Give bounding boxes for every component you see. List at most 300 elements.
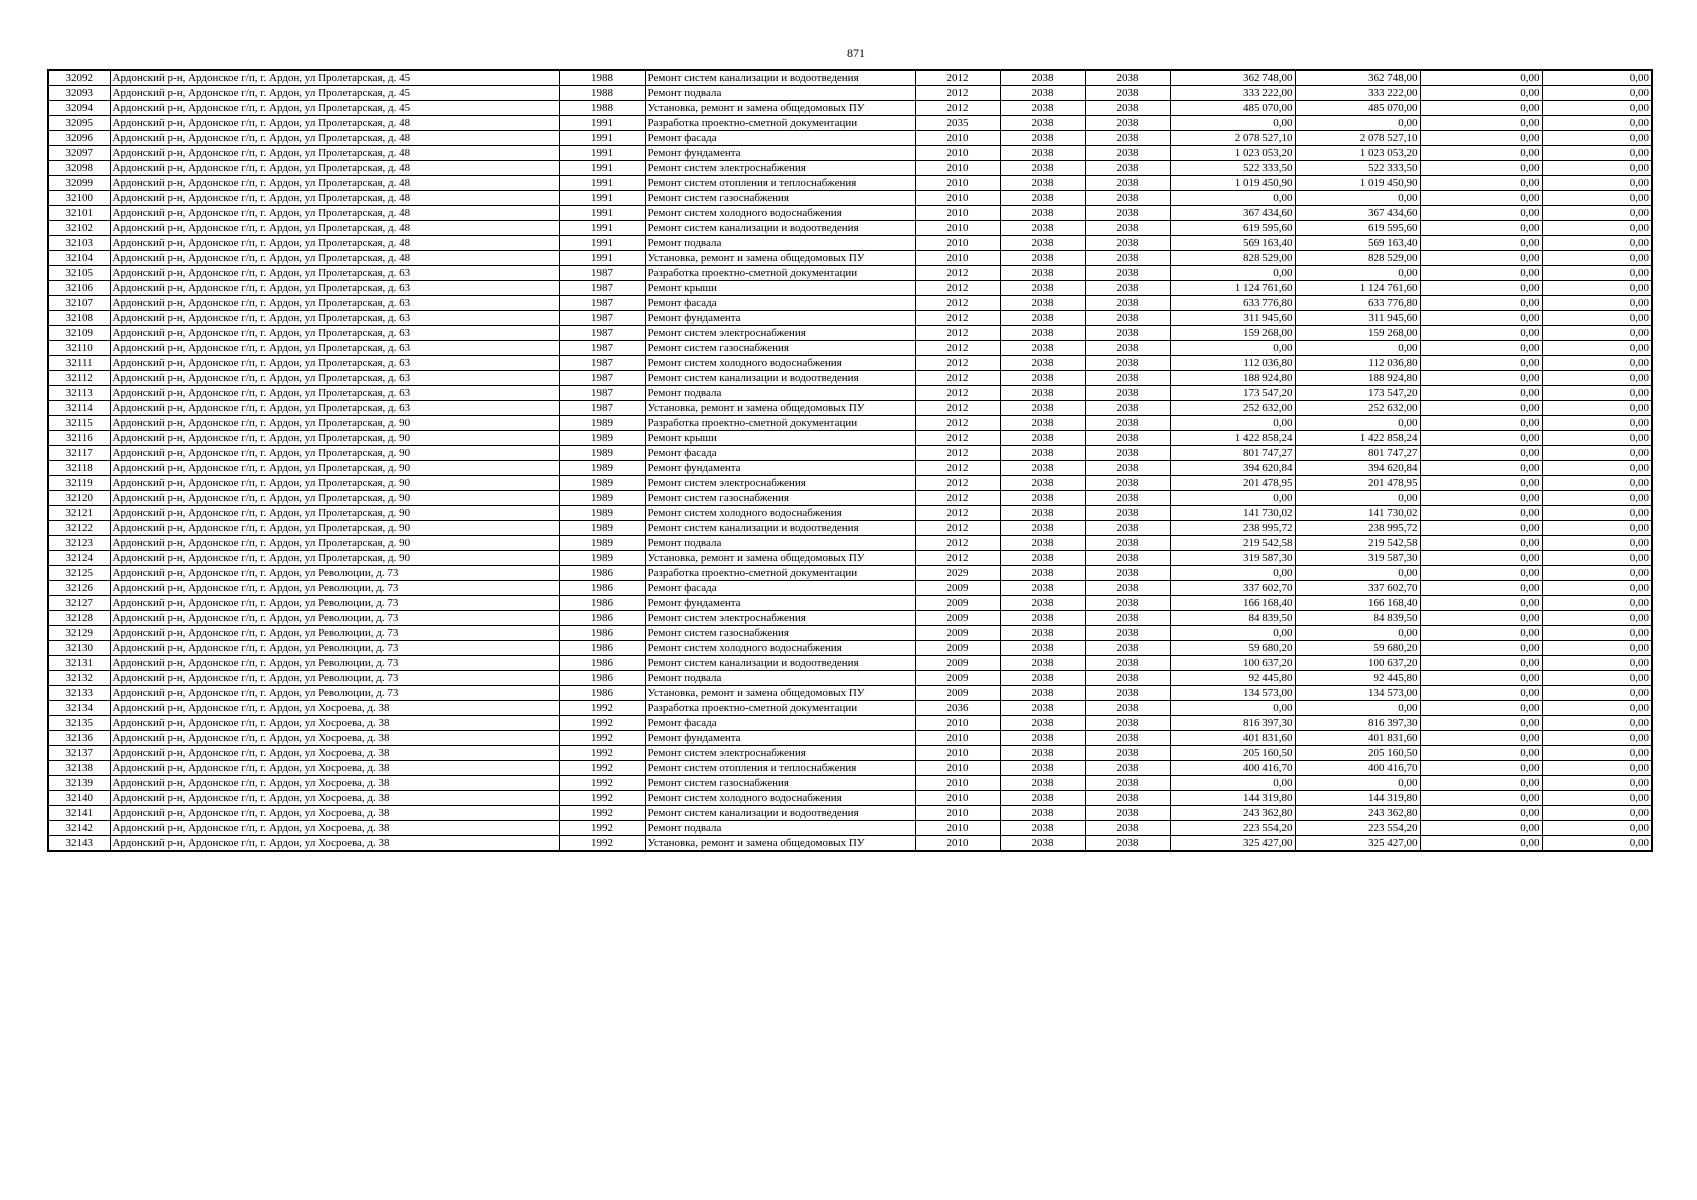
cell-end-year: 2038 bbox=[1085, 746, 1170, 761]
cell-budget-cost: 0,00 bbox=[1420, 671, 1542, 686]
cell-record-number: 32129 bbox=[48, 626, 110, 641]
cell-planned-year: 2029 bbox=[915, 566, 1000, 581]
cell-end-year: 2038 bbox=[1085, 821, 1170, 836]
table-row bbox=[48, 371, 1652, 386]
cell-other-cost: 0,00 bbox=[1542, 236, 1652, 251]
cell-planned-year: 2010 bbox=[915, 791, 1000, 806]
cell-record-number: 32127 bbox=[48, 596, 110, 611]
cell-fund-cost: 0,00 bbox=[1295, 701, 1420, 716]
cell-start-year: 2038 bbox=[1000, 146, 1085, 161]
cell-budget-cost: 0,00 bbox=[1420, 461, 1542, 476]
cell-other-cost: 0,00 bbox=[1542, 626, 1652, 641]
cell-other-cost: 0,00 bbox=[1542, 176, 1652, 191]
cell-other-cost: 0,00 bbox=[1542, 371, 1652, 386]
cell-other-cost: 0,00 bbox=[1542, 506, 1652, 521]
cell-fund-cost: 569 163,40 bbox=[1295, 236, 1420, 251]
cell-start-year: 2038 bbox=[1000, 70, 1085, 86]
cell-end-year: 2038 bbox=[1085, 641, 1170, 656]
cell-fund-cost: 1 019 450,90 bbox=[1295, 176, 1420, 191]
cell-total-cost: 394 620,84 bbox=[1170, 461, 1295, 476]
cell-build-year: 1988 bbox=[559, 86, 645, 101]
table-row bbox=[48, 821, 1652, 836]
cell-work-type: Ремонт систем газоснабжения bbox=[645, 191, 915, 206]
cell-fund-cost: 243 362,80 bbox=[1295, 806, 1420, 821]
cell-start-year: 2038 bbox=[1000, 236, 1085, 251]
cell-fund-cost: 112 036,80 bbox=[1295, 356, 1420, 371]
cell-build-year: 1992 bbox=[559, 761, 645, 776]
table-row bbox=[48, 86, 1652, 101]
cell-planned-year: 2009 bbox=[915, 641, 1000, 656]
cell-end-year: 2038 bbox=[1085, 386, 1170, 401]
cell-budget-cost: 0,00 bbox=[1420, 686, 1542, 701]
cell-record-number: 32117 bbox=[48, 446, 110, 461]
cell-total-cost: 401 831,60 bbox=[1170, 731, 1295, 746]
cell-build-year: 1992 bbox=[559, 746, 645, 761]
cell-planned-year: 2010 bbox=[915, 206, 1000, 221]
cell-work-type: Ремонт систем канализации и водоотведения bbox=[645, 371, 915, 386]
cell-work-type: Ремонт подвала bbox=[645, 236, 915, 251]
cell-other-cost: 0,00 bbox=[1542, 86, 1652, 101]
cell-fund-cost: 0,00 bbox=[1295, 116, 1420, 131]
cell-record-number: 32115 bbox=[48, 416, 110, 431]
cell-planned-year: 2010 bbox=[915, 716, 1000, 731]
cell-build-year: 1987 bbox=[559, 311, 645, 326]
cell-budget-cost: 0,00 bbox=[1420, 731, 1542, 746]
cell-build-year: 1987 bbox=[559, 281, 645, 296]
cell-address: Ардонский р-н, Ардонское г/п, г. Ардон, ул Революции, д. 73 bbox=[110, 626, 559, 641]
cell-planned-year: 2010 bbox=[915, 761, 1000, 776]
cell-fund-cost: 0,00 bbox=[1295, 626, 1420, 641]
cell-address: Ардонский р-н, Ардонское г/п, г. Ардон, ул Пролетарская, д. 63 bbox=[110, 266, 559, 281]
cell-other-cost: 0,00 bbox=[1542, 476, 1652, 491]
cell-build-year: 1986 bbox=[559, 686, 645, 701]
cell-budget-cost: 0,00 bbox=[1420, 761, 1542, 776]
cell-end-year: 2038 bbox=[1085, 716, 1170, 731]
cell-other-cost: 0,00 bbox=[1542, 266, 1652, 281]
cell-fund-cost: 633 776,80 bbox=[1295, 296, 1420, 311]
cell-fund-cost: 166 168,40 bbox=[1295, 596, 1420, 611]
table-row bbox=[48, 566, 1652, 581]
cell-budget-cost: 0,00 bbox=[1420, 401, 1542, 416]
cell-other-cost: 0,00 bbox=[1542, 536, 1652, 551]
cell-end-year: 2038 bbox=[1085, 101, 1170, 116]
cell-planned-year: 2012 bbox=[915, 266, 1000, 281]
cell-address: Ардонский р-н, Ардонское г/п, г. Ардон, ул Пролетарская, д. 48 bbox=[110, 221, 559, 236]
table-row bbox=[48, 776, 1652, 791]
cell-fund-cost: 816 397,30 bbox=[1295, 716, 1420, 731]
cell-work-type: Ремонт систем газоснабжения bbox=[645, 341, 915, 356]
cell-other-cost: 0,00 bbox=[1542, 431, 1652, 446]
cell-address: Ардонский р-н, Ардонское г/п, г. Ардон, ул Пролетарская, д. 48 bbox=[110, 176, 559, 191]
cell-start-year: 2038 bbox=[1000, 206, 1085, 221]
cell-start-year: 2038 bbox=[1000, 836, 1085, 852]
cell-budget-cost: 0,00 bbox=[1420, 806, 1542, 821]
cell-record-number: 32125 bbox=[48, 566, 110, 581]
cell-build-year: 1992 bbox=[559, 806, 645, 821]
cell-build-year: 1991 bbox=[559, 251, 645, 266]
cell-record-number: 32106 bbox=[48, 281, 110, 296]
cell-planned-year: 2012 bbox=[915, 416, 1000, 431]
cell-record-number: 32102 bbox=[48, 221, 110, 236]
cell-work-type: Установка, ремонт и замена общедомовых ПУ bbox=[645, 401, 915, 416]
cell-planned-year: 2012 bbox=[915, 461, 1000, 476]
cell-other-cost: 0,00 bbox=[1542, 491, 1652, 506]
cell-planned-year: 2010 bbox=[915, 746, 1000, 761]
cell-total-cost: 188 924,80 bbox=[1170, 371, 1295, 386]
cell-build-year: 1992 bbox=[559, 731, 645, 746]
cell-work-type: Ремонт систем газоснабжения bbox=[645, 626, 915, 641]
table-row bbox=[48, 836, 1652, 852]
cell-fund-cost: 100 637,20 bbox=[1295, 656, 1420, 671]
cell-total-cost: 0,00 bbox=[1170, 701, 1295, 716]
cell-work-type: Ремонт фасада bbox=[645, 296, 915, 311]
cell-total-cost: 219 542,58 bbox=[1170, 536, 1295, 551]
cell-end-year: 2038 bbox=[1085, 236, 1170, 251]
cell-other-cost: 0,00 bbox=[1542, 686, 1652, 701]
cell-address: Ардонский р-н, Ардонское г/п, г. Ардон, ул Пролетарская, д. 63 bbox=[110, 356, 559, 371]
cell-end-year: 2038 bbox=[1085, 461, 1170, 476]
table-row bbox=[48, 161, 1652, 176]
cell-planned-year: 2010 bbox=[915, 776, 1000, 791]
cell-other-cost: 0,00 bbox=[1542, 821, 1652, 836]
table-row bbox=[48, 326, 1652, 341]
cell-start-year: 2038 bbox=[1000, 821, 1085, 836]
cell-start-year: 2038 bbox=[1000, 281, 1085, 296]
cell-work-type: Ремонт систем отопления и теплоснабжения bbox=[645, 176, 915, 191]
cell-planned-year: 2010 bbox=[915, 221, 1000, 236]
table-row bbox=[48, 176, 1652, 191]
cell-total-cost: 92 445,80 bbox=[1170, 671, 1295, 686]
cell-start-year: 2038 bbox=[1000, 626, 1085, 641]
cell-other-cost: 0,00 bbox=[1542, 581, 1652, 596]
cell-end-year: 2038 bbox=[1085, 446, 1170, 461]
cell-start-year: 2038 bbox=[1000, 596, 1085, 611]
cell-record-number: 32105 bbox=[48, 266, 110, 281]
cell-start-year: 2038 bbox=[1000, 416, 1085, 431]
cell-budget-cost: 0,00 bbox=[1420, 236, 1542, 251]
cell-fund-cost: 1 023 053,20 bbox=[1295, 146, 1420, 161]
cell-start-year: 2038 bbox=[1000, 116, 1085, 131]
cell-end-year: 2038 bbox=[1085, 626, 1170, 641]
cell-work-type: Ремонт систем канализации и водоотведения bbox=[645, 221, 915, 236]
cell-planned-year: 2010 bbox=[915, 131, 1000, 146]
cell-build-year: 1991 bbox=[559, 221, 645, 236]
cell-fund-cost: 201 478,95 bbox=[1295, 476, 1420, 491]
cell-end-year: 2038 bbox=[1085, 656, 1170, 671]
cell-address: Ардонский р-н, Ардонское г/п, г. Ардон, ул Пролетарская, д. 48 bbox=[110, 131, 559, 146]
cell-work-type: Ремонт систем электроснабжения bbox=[645, 611, 915, 626]
cell-total-cost: 0,00 bbox=[1170, 266, 1295, 281]
cell-build-year: 1986 bbox=[559, 596, 645, 611]
cell-record-number: 32135 bbox=[48, 716, 110, 731]
registry-body bbox=[48, 70, 1652, 851]
cell-start-year: 2038 bbox=[1000, 266, 1085, 281]
cell-other-cost: 0,00 bbox=[1542, 521, 1652, 536]
cell-other-cost: 0,00 bbox=[1542, 656, 1652, 671]
cell-total-cost: 0,00 bbox=[1170, 491, 1295, 506]
cell-build-year: 1987 bbox=[559, 386, 645, 401]
cell-budget-cost: 0,00 bbox=[1420, 131, 1542, 146]
cell-end-year: 2038 bbox=[1085, 116, 1170, 131]
cell-planned-year: 2012 bbox=[915, 311, 1000, 326]
cell-budget-cost: 0,00 bbox=[1420, 836, 1542, 852]
cell-end-year: 2038 bbox=[1085, 161, 1170, 176]
cell-total-cost: 166 168,40 bbox=[1170, 596, 1295, 611]
cell-address: Ардонский р-н, Ардонское г/п, г. Ардон, ул Пролетарская, д. 90 bbox=[110, 521, 559, 536]
cell-work-type: Ремонт систем холодного водоснабжения bbox=[645, 206, 915, 221]
cell-start-year: 2038 bbox=[1000, 551, 1085, 566]
cell-total-cost: 311 945,60 bbox=[1170, 311, 1295, 326]
cell-other-cost: 0,00 bbox=[1542, 671, 1652, 686]
cell-record-number: 32137 bbox=[48, 746, 110, 761]
cell-address: Ардонский р-н, Ардонское г/п, г. Ардон, ул Пролетарская, д. 45 bbox=[110, 70, 559, 86]
cell-address: Ардонский р-н, Ардонское г/п, г. Ардон, ул Пролетарская, д. 48 bbox=[110, 251, 559, 266]
table-row bbox=[48, 191, 1652, 206]
cell-start-year: 2038 bbox=[1000, 521, 1085, 536]
cell-start-year: 2038 bbox=[1000, 386, 1085, 401]
cell-address: Ардонский р-н, Ардонское г/п, г. Ардон, ул Пролетарская, д. 48 bbox=[110, 236, 559, 251]
cell-end-year: 2038 bbox=[1085, 221, 1170, 236]
cell-start-year: 2038 bbox=[1000, 776, 1085, 791]
cell-build-year: 1986 bbox=[559, 581, 645, 596]
cell-address: Ардонский р-н, Ардонское г/п, г. Ардон, ул Пролетарская, д. 90 bbox=[110, 476, 559, 491]
cell-address: Ардонский р-н, Ардонское г/п, г. Ардон, ул Революции, д. 73 bbox=[110, 686, 559, 701]
cell-build-year: 1986 bbox=[559, 611, 645, 626]
cell-total-cost: 205 160,50 bbox=[1170, 746, 1295, 761]
cell-other-cost: 0,00 bbox=[1542, 356, 1652, 371]
cell-budget-cost: 0,00 bbox=[1420, 596, 1542, 611]
cell-other-cost: 0,00 bbox=[1542, 836, 1652, 852]
cell-end-year: 2038 bbox=[1085, 776, 1170, 791]
cell-build-year: 1991 bbox=[559, 146, 645, 161]
cell-other-cost: 0,00 bbox=[1542, 206, 1652, 221]
cell-budget-cost: 0,00 bbox=[1420, 251, 1542, 266]
cell-work-type: Ремонт систем канализации и водоотведения bbox=[645, 521, 915, 536]
cell-record-number: 32120 bbox=[48, 491, 110, 506]
cell-end-year: 2038 bbox=[1085, 596, 1170, 611]
cell-work-type: Разработка проектно-сметной документации bbox=[645, 566, 915, 581]
cell-address: Ардонский р-н, Ардонское г/п, г. Ардон, ул Хосроева, д. 38 bbox=[110, 806, 559, 821]
cell-budget-cost: 0,00 bbox=[1420, 146, 1542, 161]
cell-fund-cost: 325 427,00 bbox=[1295, 836, 1420, 852]
cell-fund-cost: 252 632,00 bbox=[1295, 401, 1420, 416]
cell-address: Ардонский р-н, Ардонское г/п, г. Ардон, ул Пролетарская, д. 90 bbox=[110, 461, 559, 476]
table-row bbox=[48, 146, 1652, 161]
cell-end-year: 2038 bbox=[1085, 491, 1170, 506]
cell-record-number: 32141 bbox=[48, 806, 110, 821]
cell-build-year: 1991 bbox=[559, 236, 645, 251]
cell-address: Ардонский р-н, Ардонское г/п, г. Ардон, ул Пролетарская, д. 63 bbox=[110, 281, 559, 296]
cell-end-year: 2038 bbox=[1085, 551, 1170, 566]
cell-budget-cost: 0,00 bbox=[1420, 416, 1542, 431]
cell-start-year: 2038 bbox=[1000, 806, 1085, 821]
cell-end-year: 2038 bbox=[1085, 86, 1170, 101]
cell-planned-year: 2010 bbox=[915, 821, 1000, 836]
cell-planned-year: 2012 bbox=[915, 401, 1000, 416]
cell-work-type: Ремонт систем электроснабжения bbox=[645, 476, 915, 491]
cell-end-year: 2038 bbox=[1085, 581, 1170, 596]
cell-total-cost: 0,00 bbox=[1170, 566, 1295, 581]
cell-planned-year: 2010 bbox=[915, 176, 1000, 191]
table-row bbox=[48, 461, 1652, 476]
cell-fund-cost: 59 680,20 bbox=[1295, 641, 1420, 656]
cell-other-cost: 0,00 bbox=[1542, 311, 1652, 326]
cell-start-year: 2038 bbox=[1000, 461, 1085, 476]
cell-end-year: 2038 bbox=[1085, 836, 1170, 852]
cell-build-year: 1991 bbox=[559, 176, 645, 191]
cell-work-type: Ремонт систем электроснабжения bbox=[645, 161, 915, 176]
cell-budget-cost: 0,00 bbox=[1420, 701, 1542, 716]
cell-address: Ардонский р-н, Ардонское г/п, г. Ардон, ул Хосроева, д. 38 bbox=[110, 701, 559, 716]
cell-address: Ардонский р-н, Ардонское г/п, г. Ардон, ул Хосроева, д. 38 bbox=[110, 716, 559, 731]
cell-build-year: 1989 bbox=[559, 551, 645, 566]
cell-start-year: 2038 bbox=[1000, 476, 1085, 491]
cell-address: Ардонский р-н, Ардонское г/п, г. Ардон, ул Пролетарская, д. 63 bbox=[110, 401, 559, 416]
cell-other-cost: 0,00 bbox=[1542, 296, 1652, 311]
cell-start-year: 2038 bbox=[1000, 716, 1085, 731]
table-row bbox=[48, 206, 1652, 221]
cell-work-type: Разработка проектно-сметной документации bbox=[645, 116, 915, 131]
table-row bbox=[48, 581, 1652, 596]
cell-work-type: Ремонт подвала bbox=[645, 386, 915, 401]
cell-start-year: 2038 bbox=[1000, 311, 1085, 326]
cell-work-type: Ремонт систем холодного водоснабжения bbox=[645, 791, 915, 806]
cell-record-number: 32092 bbox=[48, 70, 110, 86]
cell-budget-cost: 0,00 bbox=[1420, 311, 1542, 326]
cell-work-type: Установка, ремонт и замена общедомовых ПУ bbox=[645, 551, 915, 566]
cell-record-number: 32109 bbox=[48, 326, 110, 341]
cell-planned-year: 2012 bbox=[915, 296, 1000, 311]
cell-end-year: 2038 bbox=[1085, 671, 1170, 686]
cell-record-number: 32114 bbox=[48, 401, 110, 416]
cell-start-year: 2038 bbox=[1000, 506, 1085, 521]
cell-total-cost: 633 776,80 bbox=[1170, 296, 1295, 311]
cell-end-year: 2038 bbox=[1085, 131, 1170, 146]
cell-record-number: 32097 bbox=[48, 146, 110, 161]
cell-record-number: 32138 bbox=[48, 761, 110, 776]
cell-address: Ардонский р-н, Ардонское г/п, г. Ардон, ул Революции, д. 73 bbox=[110, 566, 559, 581]
table-row bbox=[48, 716, 1652, 731]
cell-build-year: 1988 bbox=[559, 70, 645, 86]
cell-start-year: 2038 bbox=[1000, 431, 1085, 446]
cell-fund-cost: 84 839,50 bbox=[1295, 611, 1420, 626]
cell-total-cost: 569 163,40 bbox=[1170, 236, 1295, 251]
cell-budget-cost: 0,00 bbox=[1420, 536, 1542, 551]
cell-record-number: 32134 bbox=[48, 701, 110, 716]
cell-start-year: 2038 bbox=[1000, 221, 1085, 236]
table-row bbox=[48, 341, 1652, 356]
cell-total-cost: 619 595,60 bbox=[1170, 221, 1295, 236]
cell-other-cost: 0,00 bbox=[1542, 611, 1652, 626]
cell-fund-cost: 801 747,27 bbox=[1295, 446, 1420, 461]
cell-record-number: 32132 bbox=[48, 671, 110, 686]
cell-record-number: 32124 bbox=[48, 551, 110, 566]
cell-address: Ардонский р-н, Ардонское г/п, г. Ардон, ул Пролетарская, д. 63 bbox=[110, 341, 559, 356]
cell-work-type: Ремонт подвала bbox=[645, 536, 915, 551]
cell-work-type: Ремонт систем газоснабжения bbox=[645, 491, 915, 506]
cell-record-number: 32098 bbox=[48, 161, 110, 176]
cell-other-cost: 0,00 bbox=[1542, 761, 1652, 776]
cell-end-year: 2038 bbox=[1085, 401, 1170, 416]
cell-end-year: 2038 bbox=[1085, 761, 1170, 776]
cell-start-year: 2038 bbox=[1000, 251, 1085, 266]
cell-total-cost: 0,00 bbox=[1170, 776, 1295, 791]
cell-fund-cost: 219 542,58 bbox=[1295, 536, 1420, 551]
cell-planned-year: 2012 bbox=[915, 521, 1000, 536]
cell-fund-cost: 337 602,70 bbox=[1295, 581, 1420, 596]
cell-start-year: 2038 bbox=[1000, 566, 1085, 581]
cell-record-number: 32094 bbox=[48, 101, 110, 116]
cell-record-number: 32136 bbox=[48, 731, 110, 746]
cell-build-year: 1988 bbox=[559, 101, 645, 116]
cell-end-year: 2038 bbox=[1085, 266, 1170, 281]
cell-start-year: 2038 bbox=[1000, 371, 1085, 386]
cell-other-cost: 0,00 bbox=[1542, 701, 1652, 716]
cell-end-year: 2038 bbox=[1085, 611, 1170, 626]
cell-other-cost: 0,00 bbox=[1542, 146, 1652, 161]
cell-record-number: 32096 bbox=[48, 131, 110, 146]
cell-fund-cost: 1 422 858,24 bbox=[1295, 431, 1420, 446]
cell-record-number: 32128 bbox=[48, 611, 110, 626]
cell-fund-cost: 2 078 527,10 bbox=[1295, 131, 1420, 146]
table-row bbox=[48, 791, 1652, 806]
table-row bbox=[48, 266, 1652, 281]
cell-address: Ардонский р-н, Ардонское г/п, г. Ардон, ул Хосроева, д. 38 bbox=[110, 746, 559, 761]
cell-other-cost: 0,00 bbox=[1542, 401, 1652, 416]
cell-start-year: 2038 bbox=[1000, 611, 1085, 626]
table-row bbox=[48, 416, 1652, 431]
cell-fund-cost: 1 124 761,60 bbox=[1295, 281, 1420, 296]
table-row bbox=[48, 296, 1652, 311]
cell-start-year: 2038 bbox=[1000, 491, 1085, 506]
cell-other-cost: 0,00 bbox=[1542, 281, 1652, 296]
table-row bbox=[48, 686, 1652, 701]
table-row bbox=[48, 731, 1652, 746]
cell-planned-year: 2012 bbox=[915, 341, 1000, 356]
table-row bbox=[48, 746, 1652, 761]
cell-work-type: Ремонт подвала bbox=[645, 821, 915, 836]
cell-end-year: 2038 bbox=[1085, 191, 1170, 206]
cell-address: Ардонский р-н, Ардонское г/п, г. Ардон, ул Революции, д. 73 bbox=[110, 581, 559, 596]
table-row bbox=[48, 431, 1652, 446]
cell-work-type: Ремонт крыши bbox=[645, 281, 915, 296]
cell-total-cost: 485 070,00 bbox=[1170, 101, 1295, 116]
cell-fund-cost: 311 945,60 bbox=[1295, 311, 1420, 326]
cell-total-cost: 134 573,00 bbox=[1170, 686, 1295, 701]
cell-other-cost: 0,00 bbox=[1542, 776, 1652, 791]
cell-other-cost: 0,00 bbox=[1542, 326, 1652, 341]
cell-total-cost: 1 124 761,60 bbox=[1170, 281, 1295, 296]
cell-build-year: 1986 bbox=[559, 626, 645, 641]
cell-record-number: 32104 bbox=[48, 251, 110, 266]
cell-other-cost: 0,00 bbox=[1542, 416, 1652, 431]
cell-fund-cost: 0,00 bbox=[1295, 491, 1420, 506]
cell-work-type: Ремонт подвала bbox=[645, 86, 915, 101]
cell-planned-year: 2012 bbox=[915, 551, 1000, 566]
cell-start-year: 2038 bbox=[1000, 701, 1085, 716]
cell-other-cost: 0,00 bbox=[1542, 161, 1652, 176]
cell-budget-cost: 0,00 bbox=[1420, 776, 1542, 791]
cell-planned-year: 2009 bbox=[915, 611, 1000, 626]
cell-build-year: 1987 bbox=[559, 296, 645, 311]
cell-record-number: 32118 bbox=[48, 461, 110, 476]
cell-planned-year: 2009 bbox=[915, 656, 1000, 671]
cell-fund-cost: 400 416,70 bbox=[1295, 761, 1420, 776]
cell-fund-cost: 205 160,50 bbox=[1295, 746, 1420, 761]
cell-fund-cost: 173 547,20 bbox=[1295, 386, 1420, 401]
cell-budget-cost: 0,00 bbox=[1420, 551, 1542, 566]
cell-end-year: 2038 bbox=[1085, 206, 1170, 221]
